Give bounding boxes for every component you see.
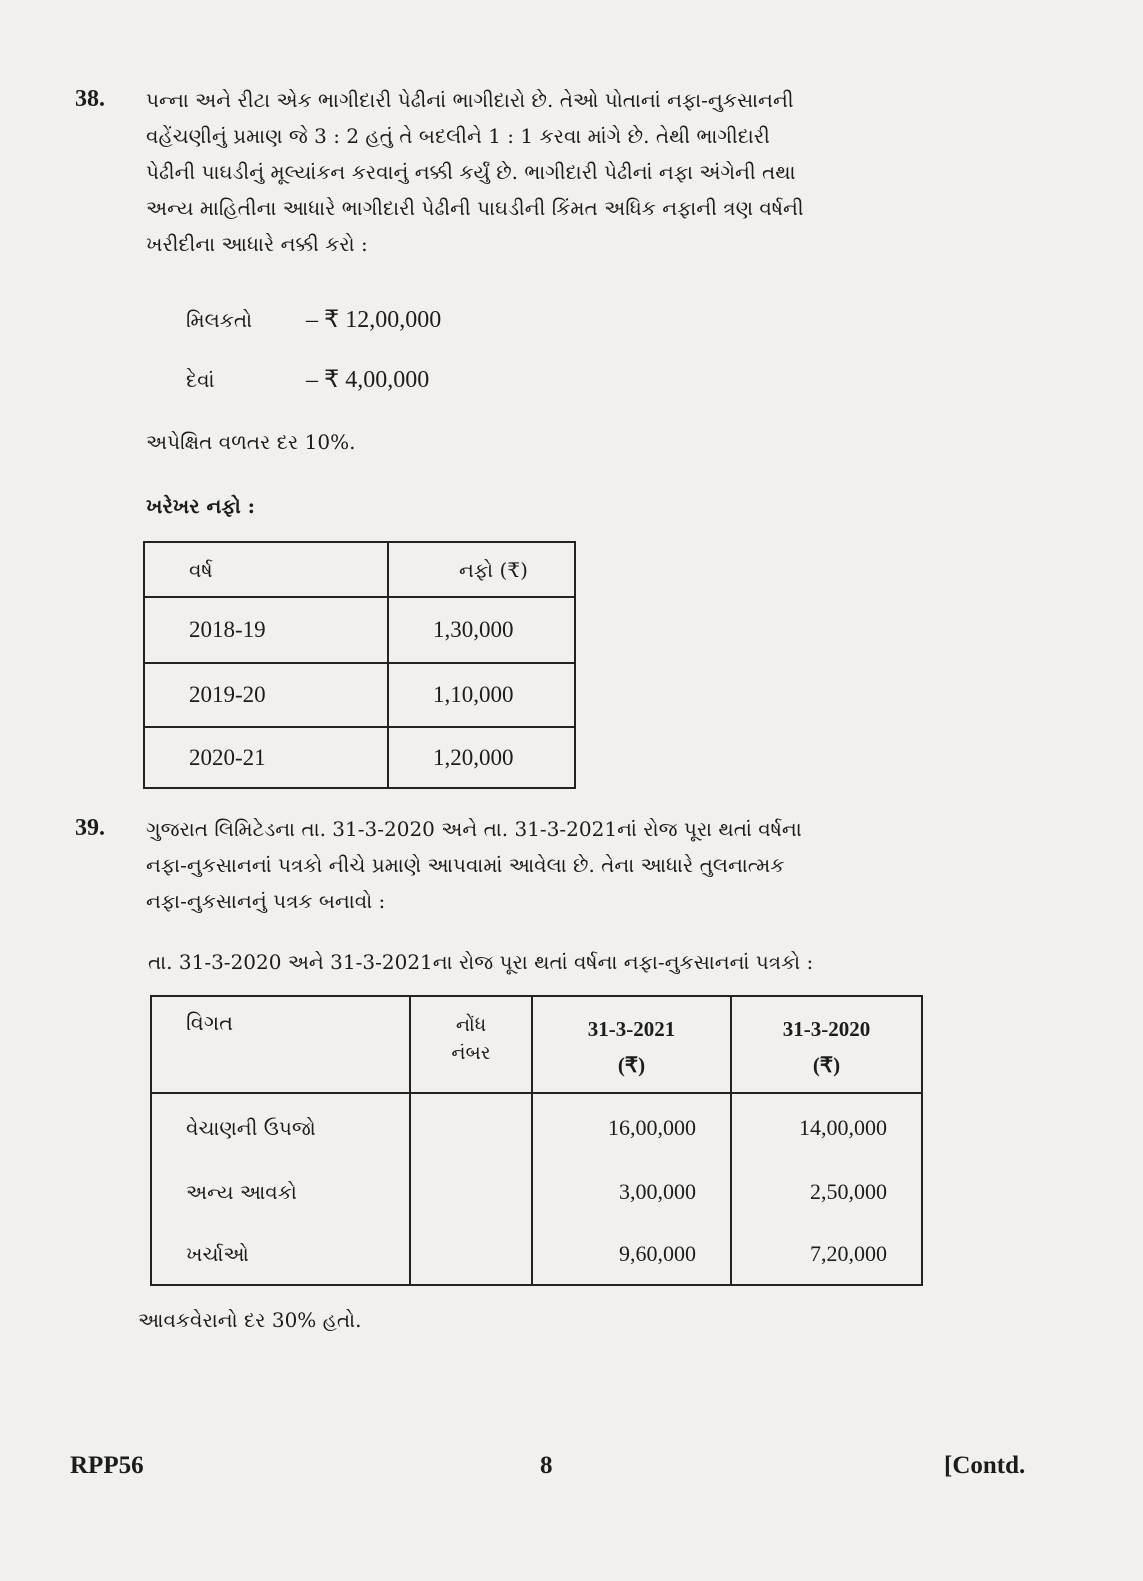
actual-profit-table — [143, 541, 576, 789]
assets-value: – ₹ 12,00,000 — [306, 307, 442, 333]
question-39-line: નફા-નુકસાનનું પત્રક બનાવો : — [146, 889, 386, 913]
header-note-number — [410, 996, 532, 1093]
cell-2020: 2,50,000 — [810, 1179, 887, 1204]
page-number: 8 — [540, 1452, 553, 1479]
table-row — [144, 663, 575, 727]
income-tax-note: આવકવેરાનો દર 30% હતો. — [138, 1308, 362, 1332]
statement-table-title: તા. 31-3-2020 અને 31-3-2021ના રોજ પૂરા થતાં વર્ષના નફા-નુકસાનનાં પત્રકો : — [148, 950, 814, 974]
header-2021 — [532, 996, 731, 1093]
table-header-row — [144, 542, 575, 597]
cell-note — [410, 1093, 532, 1161]
table-header-row — [151, 996, 922, 1093]
cell-2020: 14,00,000 — [799, 1114, 887, 1140]
header-2021-date: 31-3-2021 — [587, 1017, 676, 1041]
cell-2021: 3,00,000 — [532, 1161, 731, 1223]
table-row — [151, 1161, 922, 1223]
question-38-line: અન્ય માહિતીના આધારે ભાગીદારી પેઢીની પાઘડીની કિંમત અધિક નફાની ત્રણ વર્ષની — [146, 196, 804, 220]
cell-year: 2018-19 — [144, 597, 388, 663]
question-38-line: ખરીદીના આધારે નક્કી કરો : — [146, 232, 368, 256]
header-profit: નફો (₹) — [388, 542, 575, 597]
cell-particulars: ખર્ચાઓ — [151, 1223, 410, 1285]
question-number-39: 39. — [75, 815, 105, 841]
cell-profit: 1,10,000 — [388, 663, 575, 727]
table-row — [151, 1223, 922, 1285]
header-particulars: વિગત — [151, 996, 410, 1093]
cell-2021: 16,00,000 — [532, 1093, 731, 1161]
cell-profit: 1,20,000 — [388, 727, 575, 788]
header-2020-date: 31-3-2020 — [782, 1017, 871, 1041]
question-38-line: પેઢીની પાઘડીનું મૂલ્યાંકન કરવાનું નક્કી કર્યું છે. ભાગીદારી પેઢીનાં નફા અંગેની તથા — [146, 160, 796, 184]
cell-2020: 7,20,000 — [810, 1240, 887, 1266]
expected-return-rate: અપેક્ષિત વળતર દર 10%. — [146, 430, 356, 454]
cell-2021: 9,60,000 — [532, 1223, 731, 1285]
question-38-line: વહેંચણીનું પ્રમાણ જે 3 : 2 હતું તે બદલીને 1 : 1 કરવા માંગે છે. તેથી ભાગીદારી — [146, 124, 770, 148]
cell-note — [410, 1223, 532, 1285]
cell-particulars: વેચાણની ઉપજો — [151, 1093, 410, 1161]
header-note-number-text: નોંધ નંબર — [451, 1014, 491, 1064]
cell-particulars: અન્ય આવકો — [151, 1161, 410, 1223]
table-row — [151, 1093, 922, 1161]
continued-marker: [Contd. — [944, 1452, 1026, 1479]
table-row — [144, 727, 575, 788]
cell-profit: 1,30,000 — [388, 597, 575, 663]
header-2020 — [731, 996, 922, 1093]
table-row — [144, 597, 575, 663]
question-39-line: ગુજરાત લિમિટેડના તા. 31-3-2020 અને તા. 31-3-2021નાં રોજ પૂરા થતાં વર્ષના — [146, 817, 802, 841]
cell-year: 2020-21 — [144, 727, 388, 788]
header-2021-unit: (₹) — [617, 1053, 646, 1077]
question-39-text — [146, 811, 802, 919]
liabilities-value: – ₹ 4,00,000 — [306, 367, 430, 393]
cell-year: 2019-20 — [144, 663, 388, 727]
question-38-text — [146, 82, 804, 262]
actual-profit-heading: ખરેખર નફો : — [146, 494, 256, 518]
paper-code: RPP56 — [70, 1452, 144, 1479]
profit-loss-table — [150, 995, 923, 1286]
header-2020-unit: (₹) — [812, 1053, 841, 1077]
question-number-38: 38. — [75, 86, 105, 112]
question-39-line: નફા-નુકસાનનાં પત્રકો નીચે પ્રમાણે આપવામાં આવેલા છે. તેના આધારે તુલનાત્મક — [146, 853, 785, 877]
cell-note — [410, 1161, 532, 1223]
question-38-line: પન્ના અને રીટા એક ભાગીદારી પેઢીનાં ભાગીદારો છે. તેઓ પોતાનાં નફા-નુકસાનની — [146, 88, 794, 112]
liabilities-label: દેવાં — [186, 368, 215, 392]
header-year: વર્ષ — [144, 542, 388, 597]
assets-label: મિલકતો — [186, 308, 253, 332]
